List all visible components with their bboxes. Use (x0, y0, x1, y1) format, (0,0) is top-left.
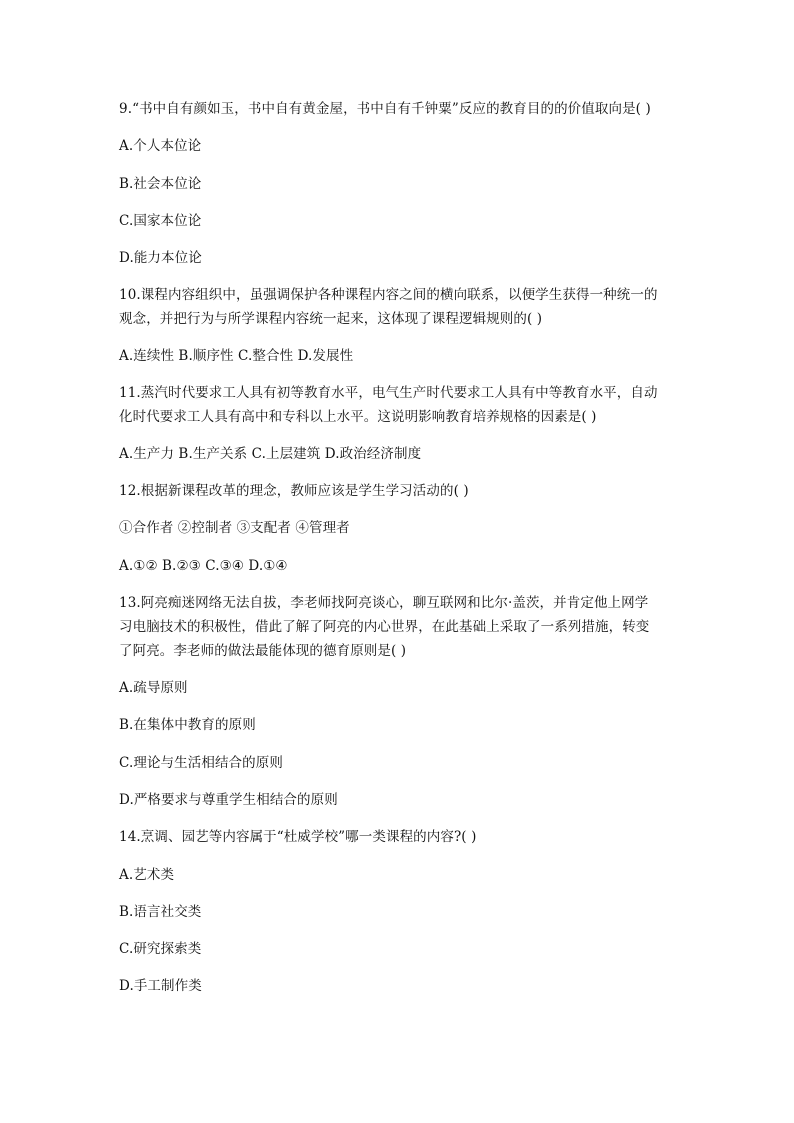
question-12-statements: ①合作者 ②控制者 ③支配者 ④管理者 (119, 520, 350, 536)
question-14-option-b: B.语言社交类 (119, 904, 202, 920)
question-13-text-line-2: 习电脑技术的积极性，借此了解了阿亮的内心世界，在此基础上采取了一系列措施，转变 (119, 619, 650, 635)
question-12-text: 12.根据新课程改革的理念，教师应该是学生学习活动的( ) (119, 483, 469, 499)
question-13-option-c: C.理论与生活相结合的原则 (119, 755, 283, 771)
question-11-text-line-2: 化时代要求工人具有高中和专科以上水平。这说明影响教育培养规格的因素是( ) (119, 409, 597, 425)
question-10-text-line-1: 10.课程内容组织中，虽强调保护各种课程内容之间的横向联系，以便学生获得一种统一的 (119, 287, 658, 303)
question-13-text-line-3: 了阿亮。李老师的做法最能体现的德育原则是( ) (119, 643, 407, 659)
question-13-option-d: D.严格要求与尊重学生相结合的原则 (119, 792, 338, 808)
question-14-option-c: C.研究探索类 (119, 941, 202, 957)
question-13-text-line-1: 13.阿亮痴迷网络无法自拔，李老师找阿亮谈心，聊互联网和比尔·盖茨，并肯定他上网学 (119, 595, 649, 611)
question-9-option-c: C.国家本位论 (119, 213, 202, 229)
question-9-option-d: D.能力本位论 (119, 250, 202, 266)
question-9-text: 9.“书中自有颜如玉，书中自有黄金屋，书中自有千钟粟”反应的教育目的的价值取向是( ) (119, 101, 651, 117)
question-9-option-b: B.社会本位论 (119, 176, 202, 192)
question-13-option-b: B.在集体中教育的原则 (119, 717, 256, 733)
question-11-options: A.生产力 B.生产关系 C.上层建筑 D.政治经济制度 (119, 446, 422, 462)
question-12-options: A.①② B.②③ C.③④ D.①④ (119, 558, 288, 574)
question-11-text-line-1: 11.蒸汽时代要求工人具有初等教育水平，电气生产时代要求工人具有中等教育水平，自动 (119, 385, 658, 401)
question-10-text-line-2: 观念，并把行为与所学课程内容统一起来，这体现了课程逻辑规则的( ) (119, 311, 543, 327)
question-13-option-a: A.疏导原则 (119, 680, 188, 696)
question-14-text: 14.烹调、园艺等内容属于“杜威学校”哪一类课程的内容?( ) (119, 829, 477, 845)
question-14-option-d: D.手工制作类 (119, 978, 202, 994)
question-14-option-a: A.艺术类 (119, 867, 175, 883)
question-9-option-a: A.个人本位论 (119, 138, 202, 154)
question-10-options: A.连续性 B.顺序性 C.整合性 D.发展性 (119, 348, 354, 364)
